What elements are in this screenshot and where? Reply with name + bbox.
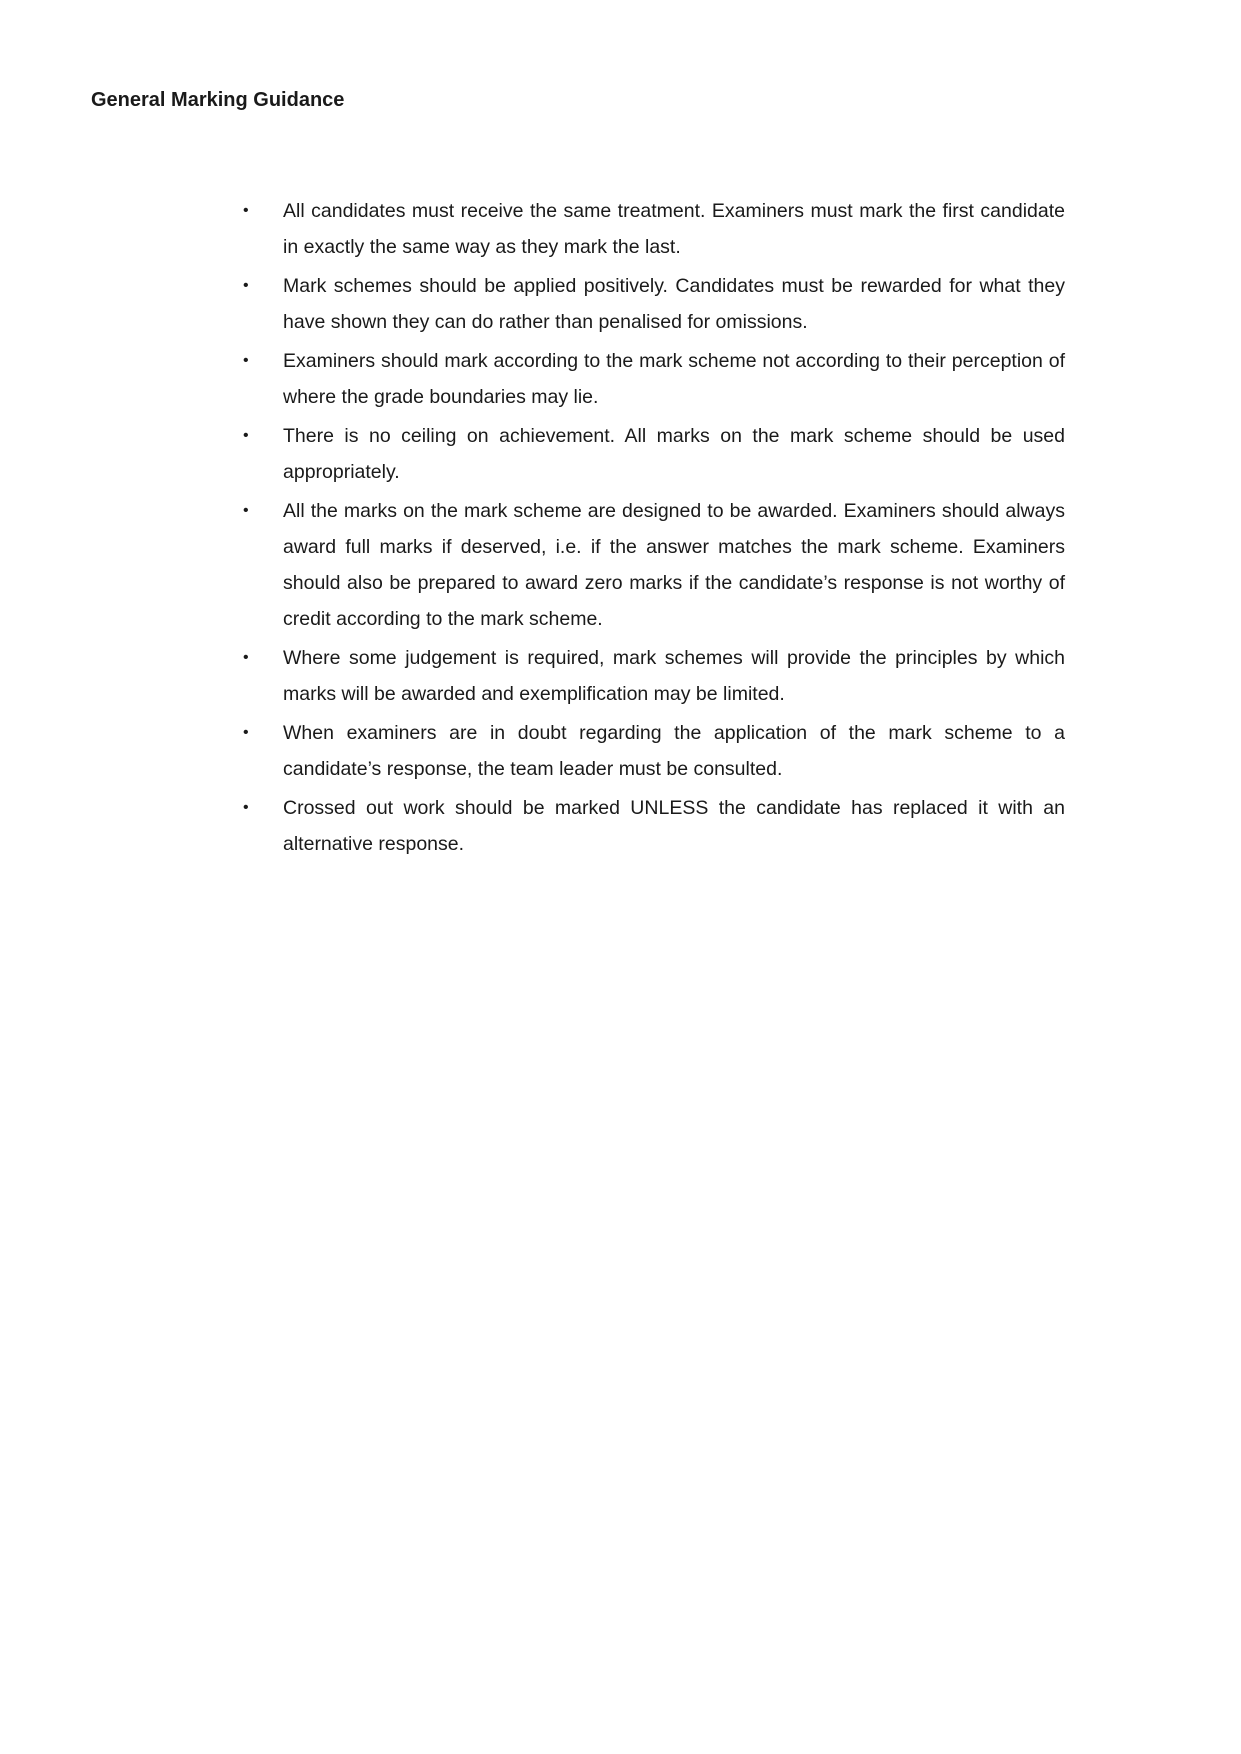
page-title: General Marking Guidance	[91, 89, 345, 111]
list-item	[243, 493, 1065, 637]
list-item-text: When examiners are in doubt regarding the application of the mark scheme to a candidate’s response, the team leader must be consulted.	[283, 722, 1065, 780]
bullet-icon: •	[243, 502, 249, 519]
bullet-icon: •	[243, 724, 249, 741]
list-item-text: All candidates must receive the same treatment. Examiners must mark the first candidate in exactly the same way as they mark the last.	[283, 200, 1065, 258]
bullet-icon: •	[243, 799, 249, 816]
bullet-icon: •	[243, 427, 249, 444]
bullet-icon: •	[243, 649, 249, 666]
list-item	[243, 268, 1065, 340]
list-item-text: There is no ceiling on achievement. All marks on the mark scheme should be used appropriately.	[283, 425, 1065, 483]
list-item	[243, 418, 1065, 490]
list-item	[243, 193, 1065, 265]
list-item	[243, 343, 1065, 415]
bullet-icon: •	[243, 277, 249, 294]
list-item-text: All the marks on the mark scheme are designed to be awarded. Examiners should always award full marks if deserved, i.e. if the answer matches the mark scheme. Examiners should also be prepared to award zero marks if the candidate’s response is not worthy of credit according to the mark scheme.	[283, 500, 1065, 630]
list-item-text: Crossed out work should be marked UNLESS the candidate has replaced it with an alternative response.	[283, 797, 1065, 855]
list-item	[243, 715, 1065, 787]
bullet-icon: •	[243, 352, 249, 369]
list-item	[243, 640, 1065, 712]
list-item-text: Examiners should mark according to the mark scheme not according to their perception of where the grade boundaries may lie.	[283, 350, 1065, 408]
list-item	[243, 790, 1065, 862]
list-item-text: Where some judgement is required, mark schemes will provide the principles by which marks will be awarded and exemplification may be limited.	[283, 647, 1065, 705]
bullet-icon: •	[243, 202, 249, 219]
list-item-text: Mark schemes should be applied positively. Candidates must be rewarded for what they have shown they can do rather than penalised for omissions.	[283, 275, 1065, 333]
guidance-list	[243, 193, 1065, 865]
